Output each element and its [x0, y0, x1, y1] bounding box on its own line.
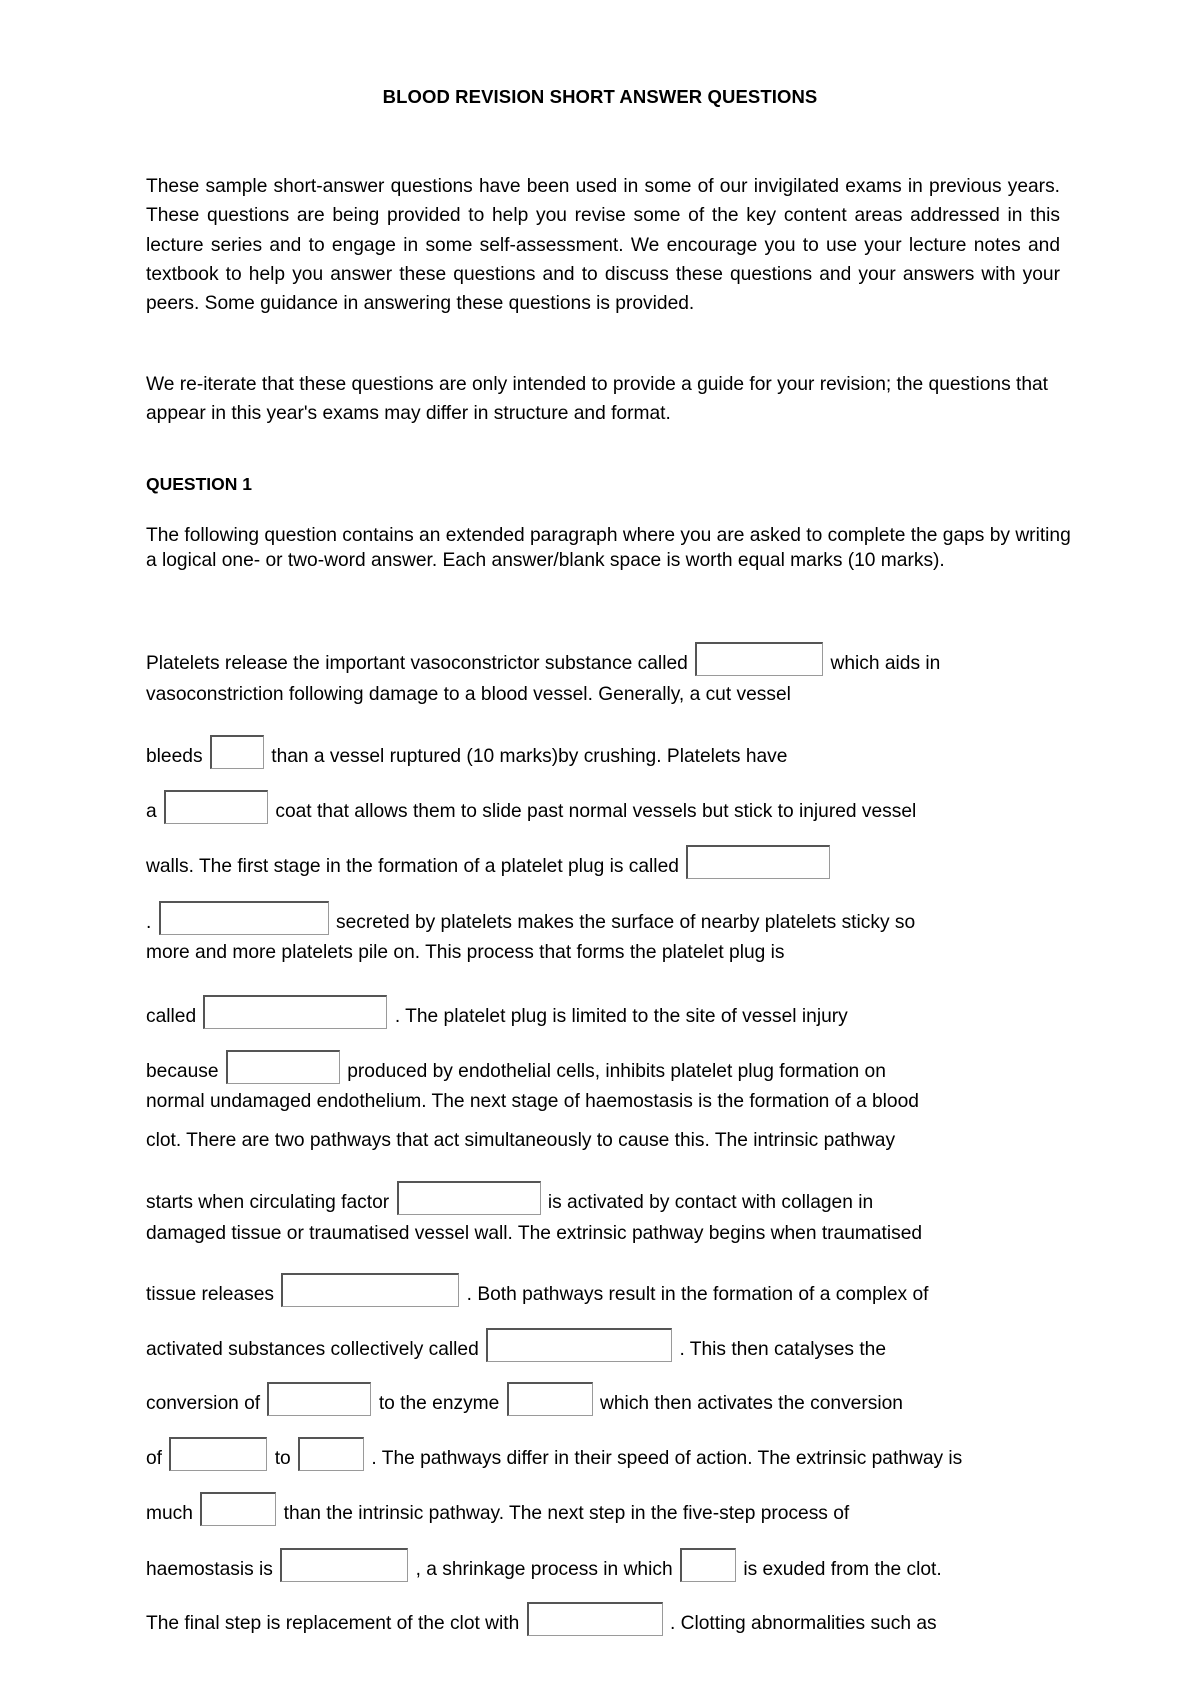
cloze-text: normal undamaged endothelium. The next stage of haemostasis is the formation of a blood: [146, 1091, 919, 1112]
answer-blank-18[interactable]: [527, 1602, 663, 1636]
cloze-line: [146, 941, 785, 965]
cloze-line: [146, 790, 916, 824]
answer-blank-11[interactable]: [267, 1382, 371, 1416]
cloze-text: called: [146, 1006, 197, 1027]
cloze-text: . Both pathways result in the formation of a complex of: [466, 1284, 929, 1305]
answer-blank-8[interactable]: [397, 1181, 541, 1215]
question-instructions: The following question contains an extended paragraph where you are asked to complete the gaps by writing a logical one- or two-word answer. Each answer/blank space is worth equal marks (10 marks).: [146, 525, 1071, 571]
cloze-text: a: [146, 801, 157, 822]
answer-blank-7[interactable]: [226, 1050, 340, 1084]
cloze-line: [146, 995, 848, 1029]
cloze-line: [146, 1181, 873, 1215]
cloze-text: , a shrinkage process in which: [415, 1559, 673, 1580]
answer-blank-2[interactable]: [210, 735, 264, 769]
cloze-line: [146, 683, 791, 707]
answer-blank-3[interactable]: [164, 790, 268, 824]
answer-blank-10[interactable]: [486, 1328, 672, 1362]
cloze-text: than the intrinsic pathway. The next step in the five-step process of: [283, 1503, 850, 1524]
cloze-text: Platelets release the important vasoconstrictor substance called: [146, 653, 688, 674]
cloze-text: . Clotting abnormalities such as: [669, 1613, 937, 1634]
cloze-text: damaged tissue or traumatised vessel wall. The extrinsic pathway begins when traumatised: [146, 1223, 923, 1244]
answer-blank-17[interactable]: [680, 1548, 736, 1582]
cloze-text: .: [146, 912, 152, 933]
cloze-line: [146, 1273, 928, 1307]
cloze-text: The final step is replacement of the clot with: [146, 1613, 520, 1634]
cloze-line: [146, 735, 787, 769]
answer-blank-16[interactable]: [280, 1548, 408, 1582]
cloze-text: starts when circulating factor: [146, 1192, 390, 1213]
cloze-text: tissue releases: [146, 1284, 274, 1305]
cloze-line: [146, 1222, 922, 1246]
cloze-text: vasoconstriction following damage to a blood vessel. Generally, a cut vessel: [146, 684, 791, 705]
answer-blank-14[interactable]: [298, 1437, 364, 1471]
cloze-text: . This then catalyses the: [679, 1339, 887, 1360]
cloze-line: [146, 1548, 942, 1582]
cloze-line: [146, 901, 915, 935]
cloze-line: [146, 1129, 895, 1153]
page-title: BLOOD REVISION SHORT ANSWER QUESTIONS: [382, 86, 818, 107]
cloze-text: much: [146, 1503, 193, 1524]
cloze-text: walls. The first stage in the formation of a platelet plug is called: [146, 856, 679, 877]
answer-blank-4[interactable]: [686, 845, 830, 879]
cloze-line: [146, 845, 832, 879]
cloze-line: [146, 1328, 886, 1362]
cloze-text: to the enzyme: [378, 1393, 500, 1414]
cloze-text: is exuded from the clot.: [743, 1559, 942, 1580]
intro-paragraph: These sample short-answer questions have been used in some of our invigilated exams in previous years. These questions are being provided to help you revise some of the key content areas addressed in this lecture series and to engage in some self-assessment. We encourage you to use your lecture notes and textbook to help you answer these questions and to discuss these questions and your answers with your peers. Some guidance in answering these questions is provided.: [146, 176, 1060, 315]
cloze-text: secreted by platelets makes the surface of nearby platelets sticky so: [336, 912, 916, 933]
cloze-text: . The platelet plug is limited to the site of vessel injury: [394, 1006, 848, 1027]
cloze-text: is activated by contact with collagen in: [547, 1192, 874, 1213]
cloze-text: to: [274, 1448, 291, 1469]
answer-blank-13[interactable]: [169, 1437, 267, 1471]
answer-blank-9[interactable]: [281, 1273, 459, 1307]
cloze-text: than a vessel ruptured (10 marks)by crushing. Platelets have: [271, 746, 788, 767]
answer-blank-12[interactable]: [507, 1382, 593, 1416]
cloze-text: which then activates the conversion: [600, 1393, 903, 1414]
answer-blank-5[interactable]: [159, 901, 329, 935]
cloze-text: produced by endothelial cells, inhibits platelet plug formation on: [347, 1061, 886, 1082]
answer-blank-15[interactable]: [200, 1492, 276, 1526]
cloze-text: conversion of: [146, 1393, 261, 1414]
cloze-line: [146, 1090, 919, 1114]
cloze-text: which aids in: [830, 653, 941, 674]
cloze-text: . The pathways differ in their speed of action. The extrinsic pathway is: [371, 1448, 963, 1469]
cloze-text: more and more platelets pile on. This process that forms the platelet plug is: [146, 942, 785, 963]
reiterate-paragraph: We re-iterate that these questions are only intended to provide a guide for your revision; the questions that appear in this year's exams may differ in structure and format.: [146, 374, 1048, 425]
cloze-line: [146, 1437, 962, 1471]
cloze-text: of: [146, 1448, 163, 1469]
question-heading: QUESTION 1: [146, 474, 252, 494]
cloze-text: coat that allows them to slide past normal vessels but stick to injured vessel: [275, 801, 917, 822]
cloze-line: [146, 642, 940, 676]
cloze-text: clot. There are two pathways that act simultaneously to cause this. The intrinsic pathway: [146, 1130, 896, 1151]
cloze-line: [146, 1602, 937, 1636]
answer-blank-1[interactable]: [695, 642, 823, 676]
cloze-line: [146, 1382, 903, 1416]
cloze-text: haemostasis is: [146, 1559, 273, 1580]
cloze-text: activated substances collectively called: [146, 1339, 479, 1360]
cloze-line: [146, 1492, 849, 1526]
cloze-text: bleeds: [146, 746, 203, 767]
cloze-line: [146, 1050, 886, 1084]
cloze-text: because: [146, 1061, 219, 1082]
answer-blank-6[interactable]: [203, 995, 387, 1029]
